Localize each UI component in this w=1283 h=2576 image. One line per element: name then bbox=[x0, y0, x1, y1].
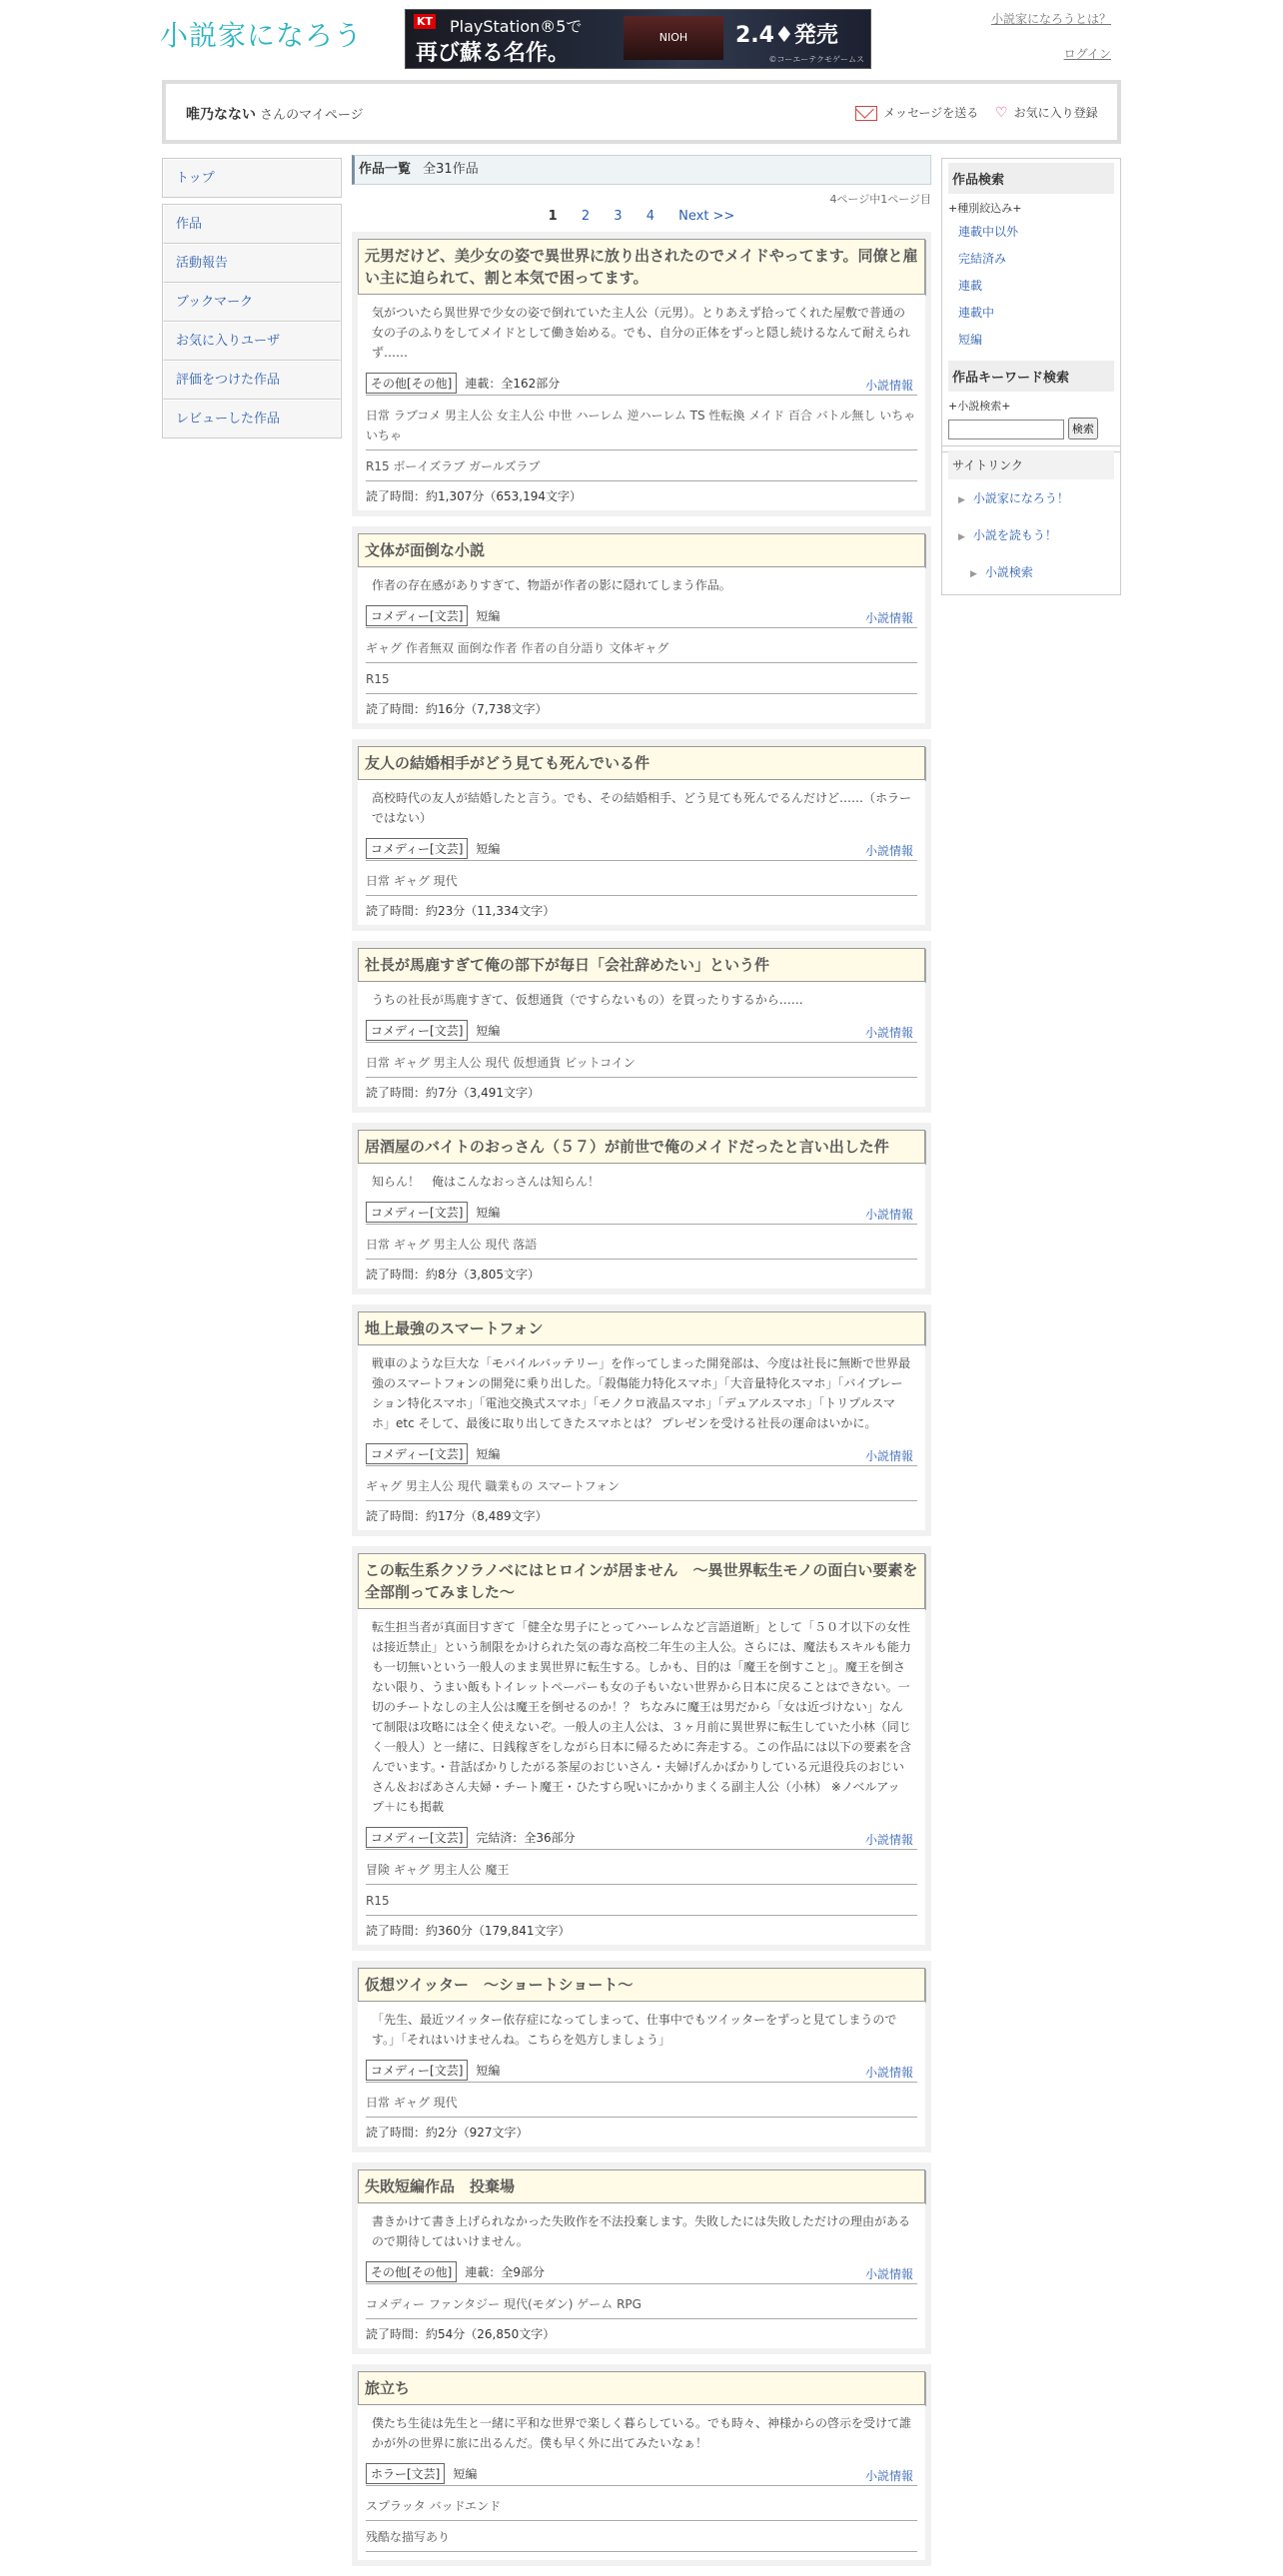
left-nav-top bbox=[162, 158, 342, 198]
site-link-narou[interactable]: ▶ 小説家になろう！ bbox=[958, 491, 1069, 505]
triangle-icon: ▶ bbox=[958, 495, 965, 505]
keyword-label: +小説検索+ bbox=[948, 400, 1011, 413]
work-genre[interactable]: ホラー[文芸] bbox=[366, 2463, 445, 2484]
nav-favorite-users[interactable]: お気に入りユーザ bbox=[163, 322, 341, 361]
mypage-suffix: さんのマイページ bbox=[256, 108, 364, 123]
work-description: 高校時代の友人が結婚したと言う。でも、その結婚相手、どう見ても死んでるんだけど……（ホラーではない） bbox=[372, 791, 912, 825]
nav-activity[interactable]: 活動報告 bbox=[163, 244, 341, 283]
login-link[interactable]: ログイン bbox=[1063, 47, 1111, 61]
work-item bbox=[352, 1304, 931, 1536]
keyword-search-button[interactable]: 検索 bbox=[1068, 418, 1098, 439]
keyword-form bbox=[948, 418, 1114, 439]
work-keywords: 日常 ギャグ 現代 bbox=[366, 2093, 917, 2118]
work-title[interactable]: 旅立ち bbox=[358, 2371, 925, 2405]
page-3[interactable]: 3 bbox=[614, 209, 623, 224]
works-list bbox=[352, 155, 931, 2576]
work-read-time: 読了時間：約7分（3,491文字） bbox=[366, 1086, 540, 1100]
work-item bbox=[352, 2364, 931, 2566]
work-description: 転生担当者が真面目すぎて「健全な男子にとってハーレムなど言語道断」として「５０才以下の女性は接近禁止」という制限をかけられた気の毒な高校二年生の主人公。さらには、魔法もスキルも能力も一切無いという一般人のまま異世界に転生する。しかも、目的は「魔王を倒すこと」。魔王を倒さない限り、うまい飯もトイレットペーパーも女の子もいない世界から日本に戻ることはできない。一切のチートなしの主人公は魔王を倒せるのか！？ ちなみに魔王は男だから「女は近づけない」なんて制限は攻略には全く使えないぞ。一般人の主人公は、３ヶ月前に異世界に転生していた小林（同じく一般人）と一緒に、日銭稼ぎをしながら日本に帰るために奔走する。この作品には以下の要素を含んでいます。・昔話ばかりしたがる茶屋のおじいさん・夫婦げんかばかりしている元退役兵のおじいさん＆おばあさん夫婦・チート魔王・ひたすら呪いにかかりまくる副主人公（小林） ※ノベルアップ＋にも掲載 bbox=[372, 1620, 912, 1814]
work-read-time: 読了時間：約17分（8,489文字） bbox=[366, 1509, 548, 1523]
send-message-button[interactable] bbox=[855, 104, 978, 121]
work-read-time: 読了時間：約16分（7,738文字） bbox=[366, 702, 548, 716]
list-header bbox=[352, 155, 931, 185]
user-name: 唯乃なない bbox=[186, 107, 256, 123]
work-title[interactable]: 地上最強のスマートフォン bbox=[358, 1311, 925, 1345]
triangle-icon: ▶ bbox=[970, 569, 977, 579]
nav-bookmark[interactable]: ブックマーク bbox=[163, 283, 341, 322]
search-box bbox=[941, 158, 1121, 452]
nav-reviewed-works[interactable]: レビューした作品 bbox=[163, 400, 341, 437]
mypage-title bbox=[186, 104, 364, 124]
about-link[interactable]: 小説家になろうとは？ bbox=[990, 12, 1111, 26]
work-meta bbox=[366, 1827, 917, 1850]
work-item bbox=[352, 1123, 931, 1294]
nav-works[interactable]: 作品 bbox=[163, 205, 341, 244]
left-nav bbox=[162, 204, 342, 438]
work-description: 僕たち生徒は先生と一緒に平和な世界で楽しく暮らしている。でも時々、神様からの啓示を受けて誰かが外の世界に旅に出るんだ。僕も早く外に出てみたいなぁ！ bbox=[372, 2416, 912, 2450]
work-keywords-extra: R15 bbox=[366, 669, 917, 694]
work-read-time: 読了時間：約23分（11,334文字） bbox=[366, 904, 556, 918]
search-title: 作品検索 bbox=[948, 163, 1114, 194]
work-status: 連載：全162部分 bbox=[465, 377, 561, 391]
site-link-search[interactable]: ▶ 小説検索 bbox=[970, 565, 1033, 579]
work-status: 完結済：全36部分 bbox=[476, 1831, 576, 1845]
work-body bbox=[358, 780, 925, 925]
kt-badge: KT bbox=[414, 14, 436, 29]
page-1: 1 bbox=[548, 209, 558, 224]
work-meta bbox=[366, 605, 917, 628]
work-body bbox=[358, 2405, 925, 2560]
work-item bbox=[352, 232, 931, 516]
work-keywords-extra: R15 bbox=[366, 1891, 917, 1916]
work-keywords-extra: R15 ボーイズラブ ガールズラブ bbox=[366, 456, 917, 481]
work-genre[interactable]: コメディー[文芸] bbox=[366, 1827, 468, 1848]
list-title: 作品一覧 bbox=[359, 162, 412, 177]
work-read-time: 読了時間：約54分（26,850文字） bbox=[366, 2327, 556, 2341]
work-body bbox=[358, 1164, 925, 1288]
work-body bbox=[358, 2002, 925, 2147]
banner-date: 2.4♦発売 bbox=[735, 23, 838, 48]
work-keywords: ギャグ 男主人公 現代 職業もの スマートフォン bbox=[366, 1476, 917, 1501]
work-description: 戦車のような巨大な「モバイルバッテリー」を作ってしまった開発部は、今度は社長に無断で世界最強のスマートフォンの開発に乗り出した。「殺傷能力特化スマホ」「大音量特化スマホ」「バイブレーション特化スマホ」「電池交換式スマホ」「モノクロ液晶スマホ」「デュアルスマホ」「トリプルスマホ」etc そして、最後に取り出してきたスマホとは？ プレゼンを受ける社長の運命はいかに。 bbox=[372, 1356, 911, 1430]
work-description: 「先生、最近ツイッター依存症になってしまって、仕事中でもツイッターをずっと見てしまうのです。」「それはいけませんね。こちらを処方しましょう」 bbox=[372, 2013, 897, 2047]
work-body bbox=[358, 1609, 925, 1945]
work-item bbox=[352, 1546, 931, 1951]
heart-icon: ♡ bbox=[995, 105, 1008, 121]
filter-ongoing[interactable]: 連載中 bbox=[958, 306, 995, 320]
work-read-time: 読了時間：約360分（179,841文字） bbox=[366, 1924, 571, 1938]
work-info-link[interactable]: 小説情報 bbox=[864, 2469, 913, 2483]
work-keywords: 日常 ラブコメ 男主人公 女主人公 中世 ハーレム 逆ハーレム TS 性転換 メイド 百合 バトル無し いちゃいちゃ bbox=[366, 406, 917, 450]
work-keywords: スプラッタ バッドエンド bbox=[366, 2496, 917, 2521]
work-genre[interactable]: コメディー[文芸] bbox=[366, 1443, 468, 1464]
work-description: 知らん！ 俺はこんなおっさんは知らん！ bbox=[372, 1175, 601, 1189]
filter-not-serial[interactable]: 連載中以外 bbox=[958, 225, 1019, 239]
next-page[interactable]: Next >> bbox=[678, 209, 735, 224]
filter-serial[interactable]: 連載 bbox=[958, 279, 983, 293]
work-body bbox=[358, 982, 925, 1107]
work-status: 短編 bbox=[453, 2467, 478, 2481]
work-status: 短編 bbox=[476, 842, 501, 856]
work-description: 作者の存在感がありすぎて、物語が作者の影に隠れてしまう作品。 bbox=[372, 578, 731, 592]
work-status: 短編 bbox=[476, 1447, 501, 1461]
banner-game-art: NIOH COLLECTION bbox=[624, 16, 723, 60]
work-info-link[interactable]: 小説情報 bbox=[864, 2267, 913, 2281]
work-body bbox=[358, 295, 925, 510]
work-info-link[interactable]: 小説情報 bbox=[864, 1208, 913, 1222]
work-meta bbox=[366, 1202, 917, 1225]
work-keywords: コメディー ファンタジー 現代(モダン) ゲーム RPG bbox=[366, 2294, 917, 2319]
work-info-link[interactable]: 小説情報 bbox=[864, 1026, 913, 1040]
work-info-link[interactable]: 小説情報 bbox=[864, 379, 913, 393]
work-description: 気がついたら異世界で少女の姿で倒れていた主人公（元男）。とりあえず拾ってくれた屋敷で普通の女の子のふりをしてメイドとして働き始める。でも、自分の正体をずっと隠し続けるなんて耐えられず…… bbox=[372, 306, 911, 360]
nav-rated-works[interactable]: 評価をつけた作品 bbox=[163, 361, 341, 400]
work-meta bbox=[366, 2060, 917, 2083]
work-title[interactable]: 失敗短編作品 投棄場 bbox=[358, 2169, 925, 2203]
work-status: 短編 bbox=[476, 2064, 501, 2078]
work-keywords: 日常 ギャグ 現代 bbox=[366, 871, 917, 896]
work-genre[interactable]: コメディー[文芸] bbox=[366, 1020, 468, 1041]
work-item bbox=[352, 2162, 931, 2354]
send-message-label: メッセージを送る bbox=[883, 106, 979, 120]
add-favorite-button[interactable] bbox=[995, 104, 1098, 121]
user-bar bbox=[162, 80, 1121, 144]
site-links bbox=[941, 445, 1121, 595]
work-genre[interactable]: コメディー[文芸] bbox=[366, 1202, 468, 1223]
work-genre[interactable]: コメディー[文芸] bbox=[366, 2060, 468, 2081]
filter-completed[interactable]: 完結済み bbox=[958, 252, 1007, 266]
work-item bbox=[352, 526, 931, 729]
nav-top[interactable]: トップ bbox=[163, 159, 341, 197]
banner-catch: 再び蘇る名作。 bbox=[416, 40, 571, 66]
work-body bbox=[358, 2203, 925, 2348]
site-logo[interactable]: 小説家になろう bbox=[160, 19, 364, 52]
work-keywords: 日常 ギャグ 男主人公 現代 仮想通貨 ビットコイン bbox=[366, 1053, 917, 1078]
work-title[interactable]: 社長が馬鹿すぎて俺の部下が毎日「会社辞めたい」という件 bbox=[358, 948, 925, 982]
work-title[interactable]: 友人の結婚相手がどう見ても死んでいる件 bbox=[358, 746, 925, 780]
work-read-time: 読了時間：約1,307分（653,194文字） bbox=[366, 489, 582, 503]
work-keywords: 日常 ギャグ 男主人公 現代 落語 bbox=[366, 1235, 917, 1260]
banner-ps-text: PlayStation®5で bbox=[450, 17, 583, 36]
work-genre[interactable]: コメディー[文芸] bbox=[366, 605, 468, 626]
work-meta bbox=[366, 838, 917, 861]
work-description: うちの社長が馬鹿すぎて、仮想通貨（ですらないもの）を買ったりするから…… bbox=[372, 993, 803, 1007]
work-genre[interactable]: その他[その他] bbox=[366, 373, 457, 394]
work-body bbox=[358, 1345, 925, 1530]
work-title[interactable]: この転生系クソラノベにはヒロインが居ません ～異世界転生モノの面白い要素を全部削ってみました～ bbox=[358, 1553, 925, 1609]
work-title[interactable]: 居酒屋のバイトのおっさん（５７）が前世で俺のメイドだったと言い出した件 bbox=[358, 1130, 925, 1164]
work-meta bbox=[366, 1443, 917, 1466]
filter-short[interactable]: 短編 bbox=[958, 333, 983, 347]
work-meta bbox=[366, 373, 917, 396]
works-container bbox=[352, 232, 931, 2566]
work-info-link[interactable]: 小説情報 bbox=[864, 1833, 913, 1847]
list-count: 全31作品 bbox=[423, 162, 479, 177]
work-genre[interactable]: その他[その他] bbox=[366, 2261, 457, 2282]
work-keywords-extra: 残酷な描写あり bbox=[366, 2527, 917, 2552]
work-meta bbox=[366, 1020, 917, 1043]
work-info-link[interactable]: 小説情報 bbox=[864, 1449, 913, 1463]
add-favorite-label: お気に入り登録 bbox=[1013, 106, 1098, 120]
work-info-link[interactable]: 小説情報 bbox=[864, 611, 913, 625]
keyword-input[interactable] bbox=[948, 420, 1064, 439]
work-read-time: 読了時間：約8分（3,805文字） bbox=[366, 1268, 540, 1282]
work-item bbox=[352, 739, 931, 931]
site-link-yomou[interactable]: ▶ 小説を読もう！ bbox=[958, 528, 1057, 542]
work-keywords: 冒険 ギャグ 男主人公 魔王 bbox=[366, 1860, 917, 1885]
work-genre[interactable]: コメディー[文芸] bbox=[366, 838, 468, 859]
work-keywords: ギャグ 作者無双 面倒な作者 作者の自分語り 文体ギャグ bbox=[366, 638, 917, 663]
page-4[interactable]: 4 bbox=[645, 209, 654, 224]
banner-copyright: ©コーエーテクモゲームス bbox=[768, 55, 864, 64]
work-status: 連載：全9部分 bbox=[465, 2265, 546, 2279]
site-links-title: サイトリンク bbox=[948, 450, 1114, 479]
page-info: 4ページ中1ページ目 bbox=[829, 193, 931, 206]
work-title[interactable]: 文体が面倒な小説 bbox=[358, 533, 925, 567]
work-info-link[interactable]: 小説情報 bbox=[864, 844, 913, 858]
work-status: 短編 bbox=[476, 1206, 501, 1220]
work-title[interactable]: 仮想ツイッター ～ショートショート～ bbox=[358, 1968, 925, 2002]
work-title[interactable]: 元男だけど、美少女の姿で異世界に放り出されたのでメイドやってます。同僚と雇い主に迫られて、割と本気で困ってます。 bbox=[358, 239, 925, 295]
work-info-link[interactable]: 小説情報 bbox=[864, 2066, 913, 2080]
work-status: 短編 bbox=[476, 1024, 501, 1038]
work-body bbox=[358, 567, 925, 723]
envelope-icon bbox=[855, 106, 877, 121]
work-status: 短編 bbox=[476, 609, 501, 623]
pager bbox=[352, 209, 931, 224]
keyword-title: 作品キーワード検索 bbox=[948, 361, 1114, 392]
work-description: 書きかけて書き上げられなかった失敗作を不法投棄します。失敗したには失敗しただけの理由があるので期待してはいけません。 bbox=[372, 2214, 911, 2248]
work-item bbox=[352, 941, 931, 1113]
page-2[interactable]: 2 bbox=[581, 209, 591, 224]
work-item bbox=[352, 1961, 931, 2152]
work-meta bbox=[366, 2463, 917, 2486]
filter-label: +種別絞込み+ bbox=[948, 202, 1022, 215]
work-read-time: 読了時間：約2分（927文字） bbox=[366, 2126, 529, 2140]
triangle-icon: ▶ bbox=[958, 532, 965, 542]
ad-banner[interactable] bbox=[405, 9, 871, 88]
work-meta bbox=[366, 2261, 917, 2284]
